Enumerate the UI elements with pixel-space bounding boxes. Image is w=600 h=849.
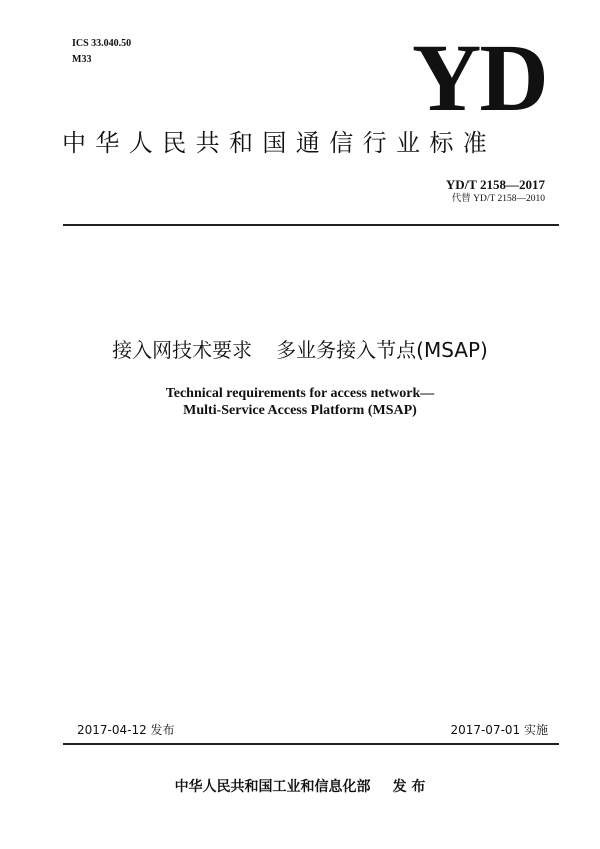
standard-type-title: 中华人民共和国通信行业标准: [62, 129, 497, 157]
ics-code: ICS 33.040.50: [72, 38, 132, 49]
title-cn-part2: 多业务接入节点(MSAP): [276, 338, 488, 362]
document-title-en: [0, 385, 600, 419]
document-title-cn: [0, 337, 600, 363]
title-en-line1: Technical requirements for access network—: [165, 386, 435, 401]
issue-date: 2017-04-12 发布: [77, 723, 175, 737]
ccs-code: M33: [72, 54, 92, 65]
publish-label: 发 布: [392, 779, 426, 795]
replaces-standard: 代替 YD/T 2158—2010: [451, 194, 545, 204]
classification-codes: [72, 37, 131, 69]
yd-logo: YD: [412, 24, 547, 131]
header-divider: [63, 224, 559, 226]
title-cn-part1: 接入网技术要求: [112, 338, 253, 362]
standard-number: YD/T 2158—2017: [445, 177, 545, 192]
publisher-line: [0, 777, 600, 797]
standard-number-block: [446, 177, 545, 205]
footer-divider: [63, 743, 559, 745]
implementation-date: 2017-07-01 实施: [450, 723, 548, 737]
publisher-name: 中华人民共和国工业和信息化部: [174, 779, 371, 795]
title-en-line2: Multi-Service Access Platform (MSAP): [183, 403, 417, 418]
